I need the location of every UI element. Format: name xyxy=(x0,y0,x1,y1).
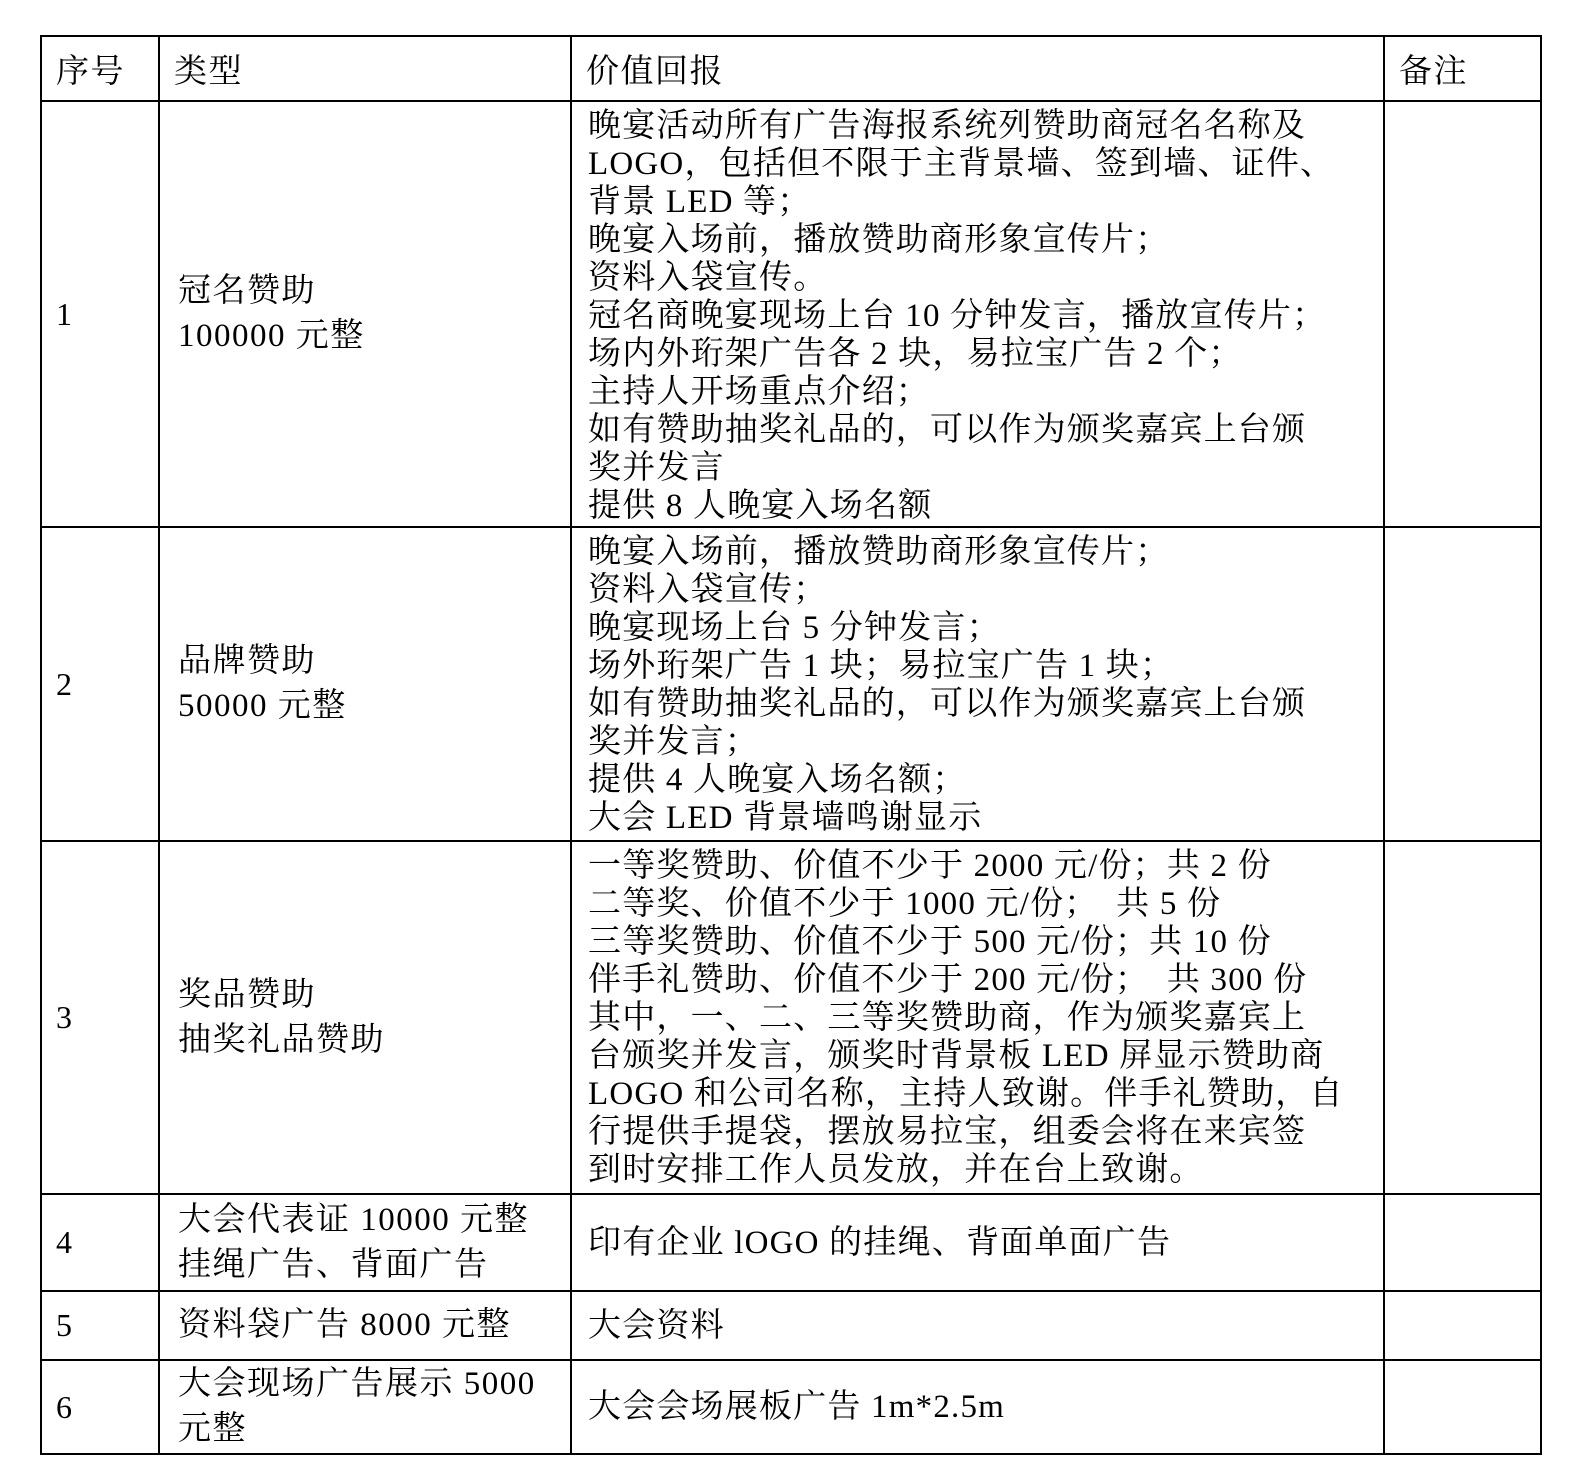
value-line: 提供 4 人晚宴入场名额； xyxy=(588,762,967,798)
value-line: 大会资料 xyxy=(588,1307,725,1344)
value-line: 其中，一、二、三等奖赞助商，作为颁奖嘉宾上 xyxy=(588,1000,1307,1036)
type-line: 冠名赞助 xyxy=(178,273,316,309)
row-index: 5 xyxy=(41,1291,159,1360)
type-line: 资料袋广告 8000 元整 xyxy=(178,1307,511,1343)
row-index: 1 xyxy=(41,101,159,527)
type-line: 挂绳广告、背面广告 xyxy=(178,1246,489,1283)
type-line: 100000 元整 xyxy=(178,318,365,354)
value-line: 晚宴现场上台 5 分钟发言； xyxy=(588,610,1001,646)
value-cell xyxy=(571,1194,1384,1291)
type-line: 抽奖礼品赞助 xyxy=(178,1021,385,1058)
table-row xyxy=(41,1194,1541,1291)
value-cell xyxy=(571,1360,1384,1454)
type-line: 50000 元整 xyxy=(178,688,347,724)
value-line: 奖并发言 xyxy=(588,450,725,486)
value-cell xyxy=(571,1291,1384,1360)
value-line: 提供 8 人晚宴入场名额 xyxy=(588,488,933,524)
value-line: 三等奖赞助、价值不少于 500 元/份；共 10 份 xyxy=(588,924,1272,960)
value-line: 背景 LED 等； xyxy=(588,184,812,220)
row-index: 6 xyxy=(41,1360,159,1454)
value-line: 晚宴活动所有广告海报系统列赞助商冠名名称及 xyxy=(588,108,1307,144)
value-line: 奖并发言； xyxy=(588,724,759,760)
note-cell xyxy=(1384,101,1541,527)
value-line: 伴手礼赞助、价值不少于 200 元/份； 共 300 份 xyxy=(588,962,1308,998)
value-line: 场外珩架广告 1 块；易拉宝广告 1 块； xyxy=(588,648,1175,684)
value-line: 一等奖赞助、价值不少于 2000 元/份；共 2 份 xyxy=(588,848,1272,884)
type-cell xyxy=(159,527,571,841)
row-index: 4 xyxy=(41,1194,159,1291)
value-line: 资料入袋宣传； xyxy=(588,572,828,608)
col-header-index: 序号 xyxy=(41,36,159,101)
value-line: 冠名商晚宴现场上台 10 分钟发言，播放宣传片； xyxy=(588,298,1327,334)
value-line: 主持人开场重点介绍； xyxy=(588,374,930,410)
value-line: 大会会场展板广告 1m*2.5m xyxy=(588,1389,1006,1425)
note-cell xyxy=(1384,841,1541,1194)
value-line: 晚宴入场前，播放赞助商形象宣传片； xyxy=(588,222,1170,258)
type-line: 大会代表证 10000 元整 xyxy=(178,1201,529,1238)
note-cell xyxy=(1384,1291,1541,1360)
value-line: LOGO，包括但不限于主背景墙、签到墙、证件、 xyxy=(588,146,1335,182)
row-index: 3 xyxy=(41,841,159,1194)
table-row xyxy=(41,841,1541,1194)
col-header-note: 备注 xyxy=(1384,36,1541,101)
table-row xyxy=(41,527,1541,841)
type-line: 元整 xyxy=(178,1411,247,1447)
type-line: 品牌赞助 xyxy=(178,643,316,679)
col-header-value: 价值回报 xyxy=(571,36,1384,101)
type-line: 奖品赞助 xyxy=(178,976,316,1013)
type-cell xyxy=(159,1194,571,1291)
table-row xyxy=(41,1360,1541,1454)
value-line: 二等奖、价值不少于 1000 元/份； 共 5 份 xyxy=(588,886,1222,922)
col-header-type: 类型 xyxy=(159,36,571,101)
value-line: 台颁奖并发言，颁奖时背景板 LED 屏显示赞助商 xyxy=(588,1038,1325,1074)
value-line: LOGO 和公司名称，主持人致谢。伴手礼赞助，自 xyxy=(588,1076,1344,1112)
sponsorship-table xyxy=(40,35,1542,1455)
type-cell xyxy=(159,1360,571,1454)
value-line: 印有企业 lOGO 的挂绳、背面单面广告 xyxy=(588,1224,1172,1261)
table-row xyxy=(41,1291,1541,1360)
table-row xyxy=(41,101,1541,527)
value-line: 资料入袋宣传。 xyxy=(588,260,828,296)
type-cell xyxy=(159,1291,571,1360)
row-index: 2 xyxy=(41,527,159,841)
value-cell xyxy=(571,101,1384,527)
value-line: 如有赞助抽奖礼品的，可以作为颁奖嘉宾上台颁 xyxy=(588,686,1307,722)
value-line: 到时安排工作人员发放，并在台上致谢。 xyxy=(588,1152,1204,1188)
value-line: 行提供手提袋，摆放易拉宝，组委会将在来宾签 xyxy=(588,1114,1307,1150)
value-line: 晚宴入场前，播放赞助商形象宣传片； xyxy=(588,534,1170,570)
header-row xyxy=(41,36,1541,101)
note-cell xyxy=(1384,1194,1541,1291)
value-line: 场内外珩架广告各 2 块，易拉宝广告 2 个； xyxy=(588,336,1243,372)
type-line: 大会现场广告展示 5000 xyxy=(178,1366,536,1402)
value-line: 大会 LED 背景墙鸣谢显示 xyxy=(588,800,983,836)
type-cell xyxy=(159,101,571,527)
value-cell xyxy=(571,527,1384,841)
value-cell xyxy=(571,841,1384,1194)
value-line: 如有赞助抽奖礼品的，可以作为颁奖嘉宾上台颁 xyxy=(588,412,1307,448)
note-cell xyxy=(1384,527,1541,841)
note-cell xyxy=(1384,1360,1541,1454)
type-cell xyxy=(159,841,571,1194)
